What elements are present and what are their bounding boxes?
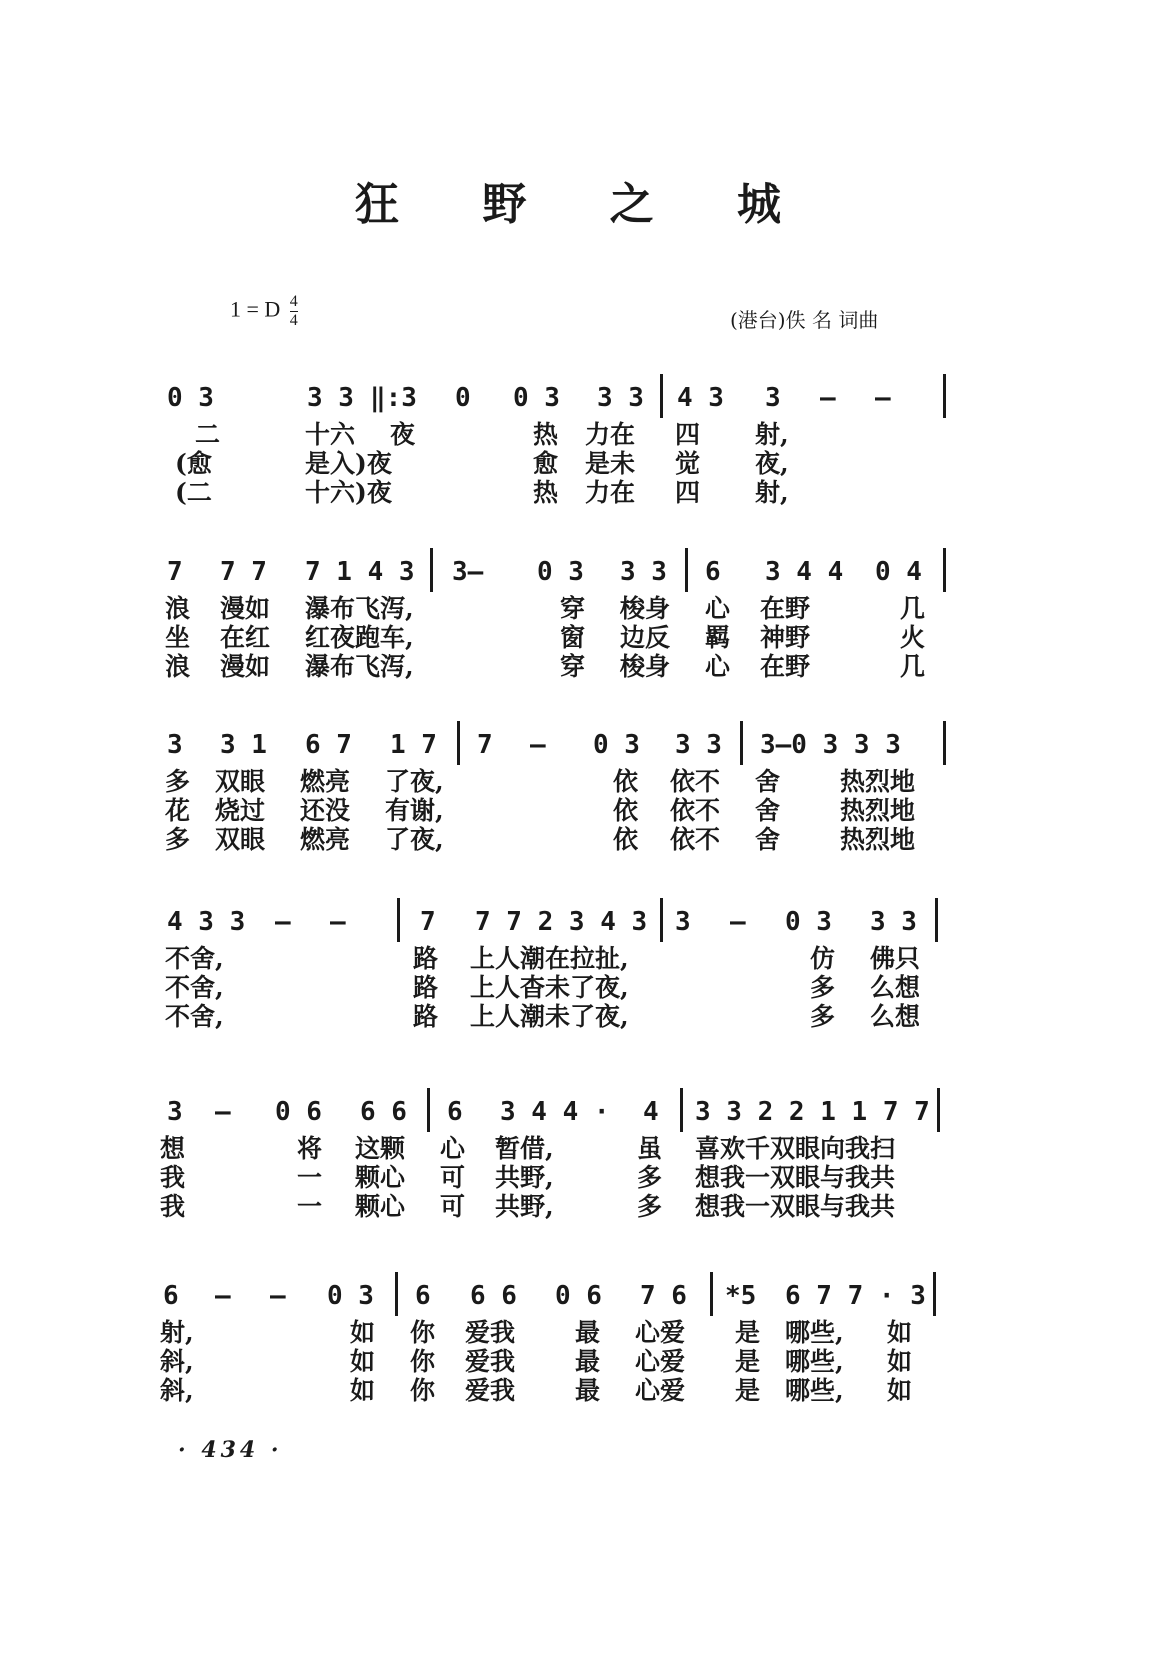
lyric: 共野, [495,1192,554,1221]
notation-row [165,552,1005,594]
lyric: 在红 [220,623,271,652]
lyric: 浪 [165,594,191,623]
lyric: 一 [297,1163,323,1192]
lyric: 如 [350,1376,376,1405]
lyric: (二 [175,478,212,507]
lyric: 边反 [620,623,671,652]
lyric: 还没 [300,796,351,825]
note-group: 3 3 2 2 1 1 7 7 [695,1097,930,1127]
bar-line [937,1088,940,1132]
bar-line [430,548,433,592]
lyric: 心 [440,1134,466,1163]
note-group: 7 [420,907,436,937]
lyric: 不舍, [165,1002,224,1031]
note-group: 3 3 [307,383,354,413]
lyric: 一 [297,1192,323,1221]
note-group: — [875,383,891,413]
lyric: 哪些, [785,1318,844,1347]
lyric: 多 [810,1002,836,1031]
lyric: 力在 [585,420,636,449]
notation-row [165,1276,1005,1318]
lyric: 多 [637,1192,663,1221]
note-group: — [215,1281,231,1311]
lyric: 将 [297,1134,323,1163]
note-group: 7 [167,557,183,587]
lyric: 燃亮 [300,825,351,854]
bar-line [660,898,663,942]
lyric: 仿 [810,944,836,973]
system-6 [160,1276,1005,1405]
lyric: 爱我 [465,1376,516,1405]
lyric: 依 [613,796,639,825]
lyric: 是 [735,1318,761,1347]
lyric: 瀑布飞泻, [305,652,414,681]
note-group: 6 [163,1281,179,1311]
lyric-verse-1 [165,420,1005,449]
lyric-verse-3 [160,1192,1005,1221]
lyric: 哪些, [785,1347,844,1376]
bar-line [710,1272,713,1316]
note-group: 0 3 [327,1281,374,1311]
note-group: 7 7 2 3 4 3 [475,907,648,937]
note-group: 3 [167,730,183,760]
lyric-verse-3 [165,1002,1005,1031]
lyric: 漫如 [220,652,271,681]
note-group: 4 [643,1097,659,1127]
lyric: 我 [160,1163,186,1192]
key-label: 1 = D [230,296,281,322]
lyric: 是未 [585,449,636,478]
note-group: 3 4 4 · [500,1097,610,1127]
lyric: 是 [735,1376,761,1405]
lyric: 路 [413,944,439,973]
lyric: 多 [810,973,836,1002]
lyric: 你 [410,1376,436,1405]
system-1 [165,378,1005,507]
note-group: ‖:3 [370,383,417,413]
note-group: 1 7 [390,730,437,760]
lyric-verse-3 [160,1376,1005,1405]
lyric-verse-1 [165,944,1005,973]
lyric: 夜, [755,449,789,478]
note-group: 3 [167,1097,183,1127]
lyric: 多 [165,767,191,796]
lyric: 花 [165,796,191,825]
lyric: 依 [613,767,639,796]
bar-line [457,721,460,765]
system-5 [160,1092,1005,1221]
lyric: 夜 [390,420,416,449]
lyric: 浪 [165,652,191,681]
lyric: 在野 [760,594,811,623]
system-2 [165,552,1005,681]
lyric: 双眼 [215,767,266,796]
note-group: — [330,907,346,937]
note-group: 3 4 4 [765,557,844,587]
lyric: 力在 [585,478,636,507]
bar-line [943,721,946,765]
lyric: 梭身 [620,652,671,681]
note-group: 3—0 3 3 3 [760,730,901,760]
time-numerator: 4 [289,293,298,310]
note-group: 4 3 3 [167,907,246,937]
note-group: 6 [705,557,721,587]
note-group: 0 3 [785,907,832,937]
lyric: 羁 [705,623,731,652]
lyric: 共野, [495,1163,554,1192]
lyric: 了夜, [385,825,444,854]
lyric: 了夜, [385,767,444,796]
note-group: — [215,1097,231,1127]
lyric-verse-1 [160,1318,1005,1347]
lyric: 么想 [870,1002,921,1031]
lyric: 双眼 [215,825,266,854]
bar-line [397,898,400,942]
lyric: 不舍, [165,973,224,1002]
note-group: 0 6 [275,1097,322,1127]
lyric-verse-2 [165,623,1005,652]
lyric: 依不 [670,825,721,854]
bar-line [740,721,743,765]
lyric-verse-2 [165,449,1005,478]
note-group: 7 1 4 3 [305,557,415,587]
lyric: 爱我 [465,1318,516,1347]
bar-line [933,1272,936,1316]
note-group: 0 6 [555,1281,602,1311]
lyric: 几 [900,594,926,623]
lyric: 依不 [670,796,721,825]
lyric: 燃亮 [300,767,351,796]
note-group: 0 4 [875,557,922,587]
lyric-verse-2 [165,796,1005,825]
note-group: 3 3 [620,557,667,587]
lyric-verse-3 [165,478,1005,507]
lyric: 如 [887,1347,913,1376]
lyric: 不舍, [165,944,224,973]
note-group: — [530,730,546,760]
lyric-verse-2 [160,1347,1005,1376]
note-group: — [275,907,291,937]
lyric: 心爱 [635,1318,686,1347]
lyric: 是入)夜 [305,449,392,478]
lyric: 射, [755,478,789,507]
lyric: 上人潮在拉扯, [470,944,629,973]
lyric: 如 [887,1376,913,1405]
lyric: 佛只 [870,944,921,973]
lyric: 四 [675,478,701,507]
lyric: 热烈地 [840,825,916,854]
note-group: *5 [725,1281,757,1311]
note-group: 7 6 [640,1281,687,1311]
lyric-verse-3 [165,825,1005,854]
lyric: 上人杳未了夜, [470,973,629,1002]
lyric: 心 [705,594,731,623]
lyric: 最 [575,1347,601,1376]
lyric: 斜, [160,1347,194,1376]
note-group: 3— [452,557,484,587]
note-group: 3 3 [597,383,644,413]
lyric: 神野 [760,623,811,652]
lyric: 穿 [560,652,586,681]
lyric: 我 [160,1192,186,1221]
lyric: 最 [575,1376,601,1405]
note-group: 0 3 [513,383,560,413]
lyric: 十六)夜 [305,478,392,507]
note-group: 6 6 [470,1281,517,1311]
note-group: — [730,907,746,937]
lyric: 这颗 [355,1134,406,1163]
note-group: 6 [415,1281,431,1311]
lyric: 路 [413,1002,439,1031]
note-group: 6 7 [305,730,352,760]
lyric: 如 [350,1318,376,1347]
lyric: 么想 [870,973,921,1002]
notation-row [165,1092,1005,1134]
lyric: 是 [735,1347,761,1376]
bar-line [943,548,946,592]
lyric: 烧过 [215,796,266,825]
lyric: 依不 [670,767,721,796]
lyric: 几 [900,652,926,681]
lyric: 有谢, [385,796,444,825]
lyric: 心爱 [635,1347,686,1376]
lyric: 上人潮未了夜, [470,1002,629,1031]
lyric: 热烈地 [840,796,916,825]
lyric: 火 [900,623,926,652]
lyric-verse-2 [160,1163,1005,1192]
lyric: 如 [887,1318,913,1347]
bar-line [680,1088,683,1132]
lyric: 颗心 [355,1163,406,1192]
lyric: 漫如 [220,594,271,623]
lyric: 热 [533,478,559,507]
lyric: 心爱 [635,1376,686,1405]
lyric: 可 [440,1163,466,1192]
lyric: 窗 [560,623,586,652]
bar-line [660,374,663,418]
lyric: 坐 [165,623,191,652]
note-group: 0 3 [593,730,640,760]
lyric-verse-2 [165,973,1005,1002]
lyric: 最 [575,1318,601,1347]
bar-line [685,548,688,592]
note-group: 3 3 [675,730,722,760]
lyric: 哪些, [785,1376,844,1405]
note-group: 7 [477,730,493,760]
lyric: 心 [705,652,731,681]
bar-line [935,898,938,942]
lyric: 射, [160,1318,194,1347]
lyric: 虽 [637,1134,663,1163]
lyric: (愈 [175,449,212,478]
lyric: 多 [637,1163,663,1192]
system-3 [165,725,1005,854]
lyric: 喜欢千双眼向我扫 [695,1134,896,1163]
note-group: 6 [447,1097,463,1127]
lyric: 多 [165,825,191,854]
lyric: 想我一双眼与我共 [695,1163,896,1192]
lyric: 觉 [675,449,701,478]
bar-line [427,1088,430,1132]
note-group: 3 1 [220,730,267,760]
lyric: 红夜跑车, [305,623,414,652]
lyric: 穿 [560,594,586,623]
lyric-verse-1 [165,594,1005,623]
lyric: 想 [160,1134,186,1163]
lyric: 你 [410,1318,436,1347]
lyric-verse-1 [165,767,1005,796]
lyric: 爱我 [465,1347,516,1376]
lyric: 舍 [755,796,781,825]
note-group: 7 7 [220,557,267,587]
lyric: 射, [755,420,789,449]
note-group: 3 [675,907,691,937]
notation-row [165,725,1005,767]
lyric: 二 [195,420,221,449]
lyric: 如 [350,1347,376,1376]
lyric: 斜, [160,1376,194,1405]
note-group: 6 6 [360,1097,407,1127]
note-group: 4 3 [677,383,724,413]
lyric: 路 [413,973,439,1002]
lyric: 热 [533,420,559,449]
notation-row [165,902,1005,944]
lyric: 在野 [760,652,811,681]
lyric: 热烈地 [840,767,916,796]
lyric: 暂借, [495,1134,554,1163]
lyric: 依 [613,825,639,854]
note-group: 0 3 [537,557,584,587]
bar-line [395,1272,398,1316]
note-group: 6 7 7 · 3 [785,1281,926,1311]
lyric: 瀑布飞泻, [305,594,414,623]
time-signature [290,293,298,330]
bar-line [943,374,946,418]
lyric: 可 [440,1192,466,1221]
note-group: — [820,383,836,413]
lyric: 十六 [305,420,356,449]
page-number: · 434 · [178,1437,283,1463]
note-group: 3 3 [870,907,917,937]
credit-line: (港台)佚 名 词曲 [730,308,879,332]
time-denominator: 4 [289,312,298,329]
lyric: 想我一双眼与我共 [695,1192,896,1221]
note-group: 0 3 [167,383,214,413]
key-signature [230,293,298,330]
note-group: 0 [455,383,471,413]
note-group: 3 [765,383,781,413]
lyric: 颗心 [355,1192,406,1221]
lyric-verse-1 [160,1134,1005,1163]
lyric: 愈 [533,449,559,478]
system-4 [165,902,1005,1031]
lyric: 梭身 [620,594,671,623]
lyric: 四 [675,420,701,449]
lyric: 你 [410,1347,436,1376]
note-group: — [270,1281,286,1311]
notation-row [165,378,1005,420]
song-title: 狂 野 之 城 [355,179,815,230]
lyric-verse-3 [165,652,1005,681]
lyric: 舍 [755,825,781,854]
lyric: 舍 [755,767,781,796]
